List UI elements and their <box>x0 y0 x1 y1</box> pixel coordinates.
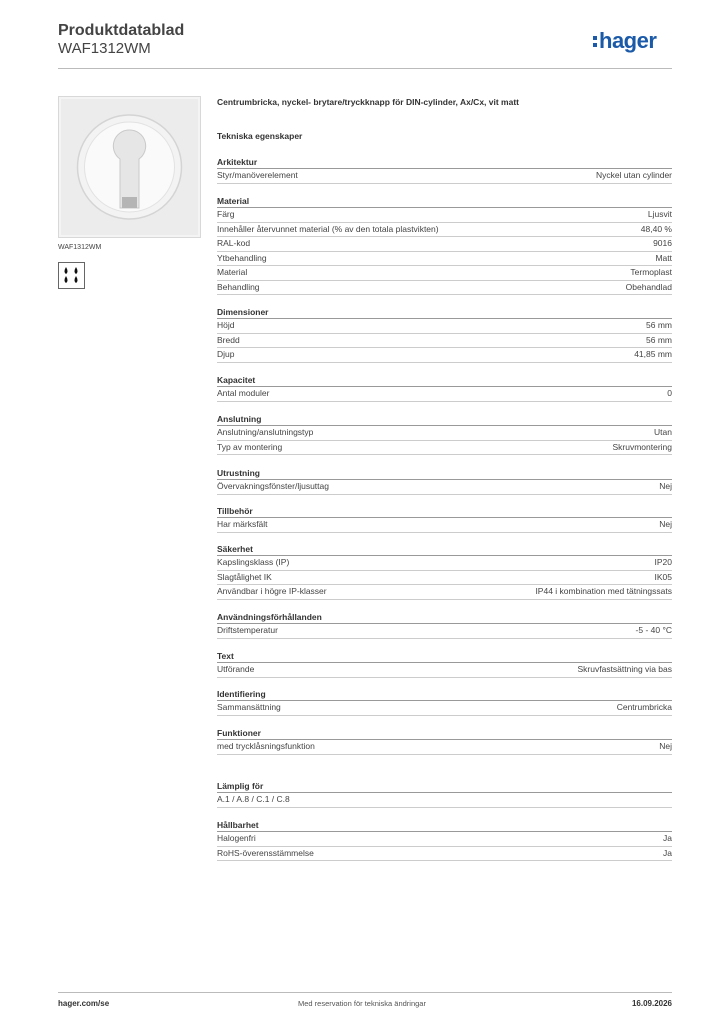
spec-row <box>217 832 672 847</box>
section-title: Arkitektur <box>217 156 672 169</box>
spec-section <box>217 195 672 295</box>
section-title: Utrustning <box>217 467 672 480</box>
spec-section <box>217 650 672 678</box>
spec-label: Driftstemperatur <box>217 625 278 635</box>
spec-section <box>217 611 672 639</box>
product-image <box>58 96 201 238</box>
product-description: Centrumbricka, nyckel- brytare/tryckknapp för DIN-cylinder, Ax/Cx, vit matt <box>217 97 520 107</box>
spec-value: Ja <box>663 847 672 858</box>
spec-label: Material <box>217 267 248 277</box>
footer-date: 16.09.2026 <box>631 999 672 1008</box>
spec-value: IK05 <box>654 571 672 582</box>
spec-value: 56 mm <box>646 334 672 345</box>
hager-logo <box>593 27 675 57</box>
spec-value: 48,40 % <box>640 223 672 234</box>
spec-row <box>217 441 672 456</box>
spec-label: RAL-kod <box>217 238 251 248</box>
spec-row <box>217 585 672 600</box>
spec-row <box>217 480 672 495</box>
spec-label: Utförande <box>217 664 255 674</box>
spec-section <box>217 156 672 184</box>
section-title: Anslutning <box>217 413 672 426</box>
spec-value: Ja <box>663 833 672 843</box>
spec-row <box>217 518 672 533</box>
spec-value: Nej <box>659 481 672 491</box>
spec-label: Innehåller återvunnet material (% av den totala plastvikten) <box>217 223 439 234</box>
spec-value: IP44 i kombination med tätningssats <box>535 586 672 596</box>
spec-section <box>217 306 672 363</box>
ip-drops-icon <box>58 262 85 289</box>
section-title: Säkerhet <box>217 543 672 556</box>
svg-text:hager: hager <box>599 28 657 53</box>
spec-value: -5 - 40 °C <box>635 625 672 635</box>
spec-value: Ljusvit <box>647 209 672 219</box>
section-title: Hållbarhet <box>217 819 672 832</box>
spec-row <box>217 319 672 334</box>
spec-label: Användbar i högre IP-klasser <box>217 586 327 596</box>
spec-row <box>217 223 672 238</box>
spec-value: Obehandlad <box>625 281 672 292</box>
spec-row <box>217 169 672 184</box>
section-title: Dimensioner <box>217 306 672 319</box>
section-title: Identifiering <box>217 688 672 701</box>
spec-label: med trycklåsningsfunktion <box>217 741 315 751</box>
spec-value: IP20 <box>654 557 672 567</box>
spec-section <box>217 819 672 861</box>
document-title: Produktdatablad <box>58 22 185 39</box>
spec-value: Skruvmontering <box>612 441 672 452</box>
spec-section <box>217 543 672 600</box>
header-divider <box>58 68 672 69</box>
spec-row <box>217 334 672 349</box>
spec-value: Utan <box>654 427 672 437</box>
spec-section <box>217 688 672 716</box>
spec-value: 56 mm <box>646 320 672 330</box>
tech-specs-heading: Tekniska egenskaper <box>217 131 303 141</box>
spec-section <box>217 374 672 402</box>
spec-label: Sammansättning <box>217 702 281 712</box>
spec-label: Styr/manöverelement <box>217 170 298 180</box>
spec-label: Färg <box>217 209 235 219</box>
spec-label: Behandling <box>217 281 260 292</box>
spec-section <box>217 780 672 808</box>
spec-section <box>217 413 672 455</box>
section-title: Kapacitet <box>217 374 672 387</box>
section-title: Funktioner <box>217 727 672 740</box>
spec-row <box>217 793 672 808</box>
spec-row <box>217 237 672 252</box>
document-subtitle: WAF1312WM <box>58 40 151 57</box>
spec-row <box>217 208 672 223</box>
spec-row <box>217 348 672 363</box>
section-title: Material <box>217 195 672 208</box>
spec-row <box>217 426 672 441</box>
spec-value: 41,85 mm <box>634 349 672 359</box>
section-title: Användningsförhållanden <box>217 611 672 624</box>
spec-row <box>217 252 672 267</box>
spec-label: Övervakningsfönster/ljusuttag <box>217 481 329 491</box>
spec-value: Centrumbricka <box>616 702 672 712</box>
image-caption: WAF1312WM <box>58 244 102 251</box>
spec-label: Har märksfält <box>217 519 268 529</box>
spec-row <box>217 663 672 678</box>
spec-label: Bredd <box>217 334 240 345</box>
spec-row <box>217 556 672 571</box>
spec-value: Skruvfastsättning via bas <box>577 664 672 674</box>
spec-value: Nej <box>659 519 672 529</box>
spec-label: Djup <box>217 349 235 359</box>
spec-section <box>217 727 672 755</box>
spec-label: RoHS-överensstämmelse <box>217 847 314 858</box>
spec-section <box>217 505 672 533</box>
spec-row <box>217 847 672 862</box>
spec-value: Matt <box>655 252 672 263</box>
spec-label: Typ av montering <box>217 441 283 452</box>
spec-label: Halogenfri <box>217 833 256 843</box>
spec-value: Termoplast <box>630 267 672 277</box>
spec-row <box>217 281 672 296</box>
spec-row <box>217 701 672 716</box>
spec-value: 0 <box>667 388 672 398</box>
spec-label: Slagtålighet IK <box>217 571 272 582</box>
spec-label: Kapslingsklass (IP) <box>217 557 290 567</box>
spec-value: Nyckel utan cylinder <box>595 170 672 180</box>
spec-row <box>217 266 672 281</box>
section-title: Tillbehör <box>217 505 672 518</box>
spec-label: Ytbehandling <box>217 252 267 263</box>
spec-label: A.1 / A.8 / C.1 / C.8 <box>217 794 290 804</box>
spec-label: Anslutning/anslutningstyp <box>217 427 314 437</box>
spec-row <box>217 571 672 586</box>
spec-label: Höjd <box>217 320 235 330</box>
spec-value: Nej <box>659 741 672 751</box>
spec-row <box>217 624 672 639</box>
spec-label: Antal moduler <box>217 388 270 398</box>
section-title: Lämplig för <box>217 780 672 793</box>
footer-divider <box>58 992 672 993</box>
footer-website[interactable]: hager.com/se <box>58 999 110 1008</box>
footer-disclaimer: Med reservation för tekniska ändringar <box>298 999 426 1008</box>
spec-section <box>217 467 672 495</box>
spec-row <box>217 387 672 402</box>
section-title: Text <box>217 650 672 663</box>
spec-row <box>217 740 672 755</box>
spec-value: 9016 <box>653 238 672 248</box>
